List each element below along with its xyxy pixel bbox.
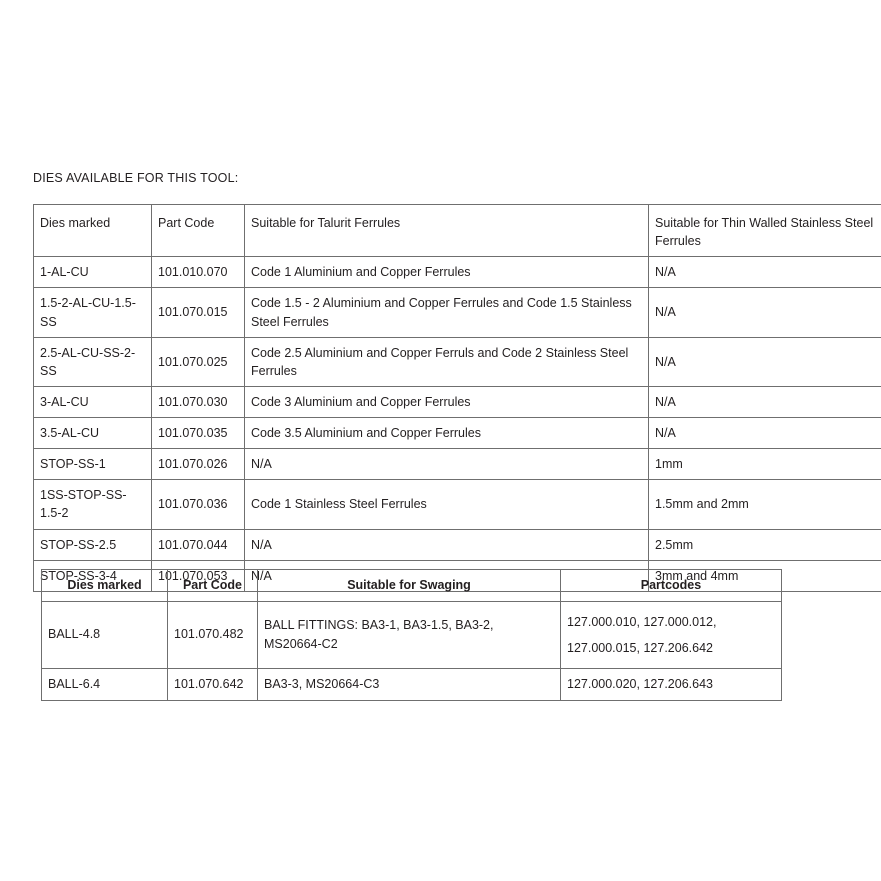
table-row	[42, 601, 782, 668]
cell-part-code: 101.070.642	[168, 668, 258, 700]
cell-suitable-for-swaging: BA3-3, MS20664-C3	[258, 668, 561, 700]
column-header-dies-marked: Dies marked	[42, 570, 168, 602]
cell-dies-marked: BALL-6.4	[42, 668, 168, 700]
cell-part-code: 101.070.030	[152, 386, 245, 417]
cell-partcodes: 127.000.010, 127.000.012, 127.000.015, 127.206.642	[561, 601, 782, 668]
cell-stainless: N/A	[649, 288, 881, 337]
table-row	[34, 288, 881, 337]
column-header-partcodes: Partcodes	[561, 570, 782, 602]
table-header-row	[34, 205, 881, 257]
cell-talurit: N/A	[245, 560, 649, 591]
cell-part-code: 101.070.035	[152, 418, 245, 449]
cell-dies-marked: 1SS-STOP-SS-1.5-2	[34, 480, 152, 529]
cell-dies-marked: STOP-SS-1	[34, 449, 152, 480]
cell-stainless: N/A	[649, 418, 881, 449]
cell-part-code: 101.070.036	[152, 480, 245, 529]
cell-dies-marked: 1-AL-CU	[34, 257, 152, 288]
cell-stainless: N/A	[649, 337, 881, 386]
cell-dies-marked: 2.5-AL-CU-SS-2-SS	[34, 337, 152, 386]
table-row	[42, 668, 782, 700]
column-header-talurit: Suitable for Talurit Ferrules	[245, 205, 649, 257]
cell-stainless: 1.5mm and 2mm	[649, 480, 881, 529]
cell-part-code: 101.070.015	[152, 288, 245, 337]
cell-stainless: 2.5mm	[649, 529, 881, 560]
cell-talurit: N/A	[245, 449, 649, 480]
cell-talurit: Code 3.5 Aluminium and Copper Ferrules	[245, 418, 649, 449]
table-row	[34, 386, 881, 417]
table-row	[34, 257, 881, 288]
table-row	[34, 337, 881, 386]
column-header-suitable-for-swaging: Suitable for Swaging	[258, 570, 561, 602]
cell-dies-marked: STOP-SS-2.5	[34, 529, 152, 560]
cell-talurit: Code 3 Aluminium and Copper Ferrules	[245, 386, 649, 417]
cell-dies-marked: 3.5-AL-CU	[34, 418, 152, 449]
column-header-dies-marked: Dies marked	[34, 205, 152, 257]
cell-stainless: N/A	[649, 257, 881, 288]
cell-part-code: 101.070.482	[168, 601, 258, 668]
cell-suitable-for-swaging: BALL FITTINGS: BA3-1, BA3-1.5, BA3-2, MS20664-C2	[258, 601, 561, 668]
cell-part-code: 101.070.044	[152, 529, 245, 560]
cell-talurit: Code 1 Stainless Steel Ferrules	[245, 480, 649, 529]
cell-stainless: N/A	[649, 386, 881, 417]
table-row	[34, 480, 881, 529]
cell-part-code: 101.070.026	[152, 449, 245, 480]
cell-talurit: Code 1 Aluminium and Copper Ferrules	[245, 257, 649, 288]
table-header-row	[42, 570, 782, 602]
table-row	[34, 418, 881, 449]
cell-partcodes: 127.000.020, 127.206.643	[561, 668, 782, 700]
cell-talurit: N/A	[245, 529, 649, 560]
cell-part-code: 101.010.070	[152, 257, 245, 288]
cell-dies-marked: STOP-SS-3-4	[34, 560, 152, 591]
table-row	[34, 529, 881, 560]
table-row	[34, 449, 881, 480]
column-header-stainless: Suitable for Thin Walled Stainless Steel Ferrules	[649, 205, 881, 257]
page-title: DIES AVAILABLE FOR THIS TOOL:	[33, 171, 239, 185]
cell-stainless: 1mm	[649, 449, 881, 480]
cell-dies-marked: BALL-4.8	[42, 601, 168, 668]
swaging-dies-table	[41, 569, 782, 701]
cell-talurit: Code 1.5 - 2 Aluminium and Copper Ferrules and Code 1.5 Stainless Steel Ferrules	[245, 288, 649, 337]
cell-dies-marked: 3-AL-CU	[34, 386, 152, 417]
column-header-part-code: Part Code	[168, 570, 258, 602]
cell-part-code: 101.070.025	[152, 337, 245, 386]
column-header-part-code: Part Code	[152, 205, 245, 257]
cell-dies-marked: 1.5-2-AL-CU-1.5-SS	[34, 288, 152, 337]
cell-part-code: 101.070.053	[152, 560, 245, 591]
cell-stainless: 3mm and 4mm	[649, 560, 881, 591]
dies-available-table	[33, 204, 881, 592]
cell-talurit: Code 2.5 Aluminium and Copper Ferruls and Code 2 Stainless Steel Ferrules	[245, 337, 649, 386]
